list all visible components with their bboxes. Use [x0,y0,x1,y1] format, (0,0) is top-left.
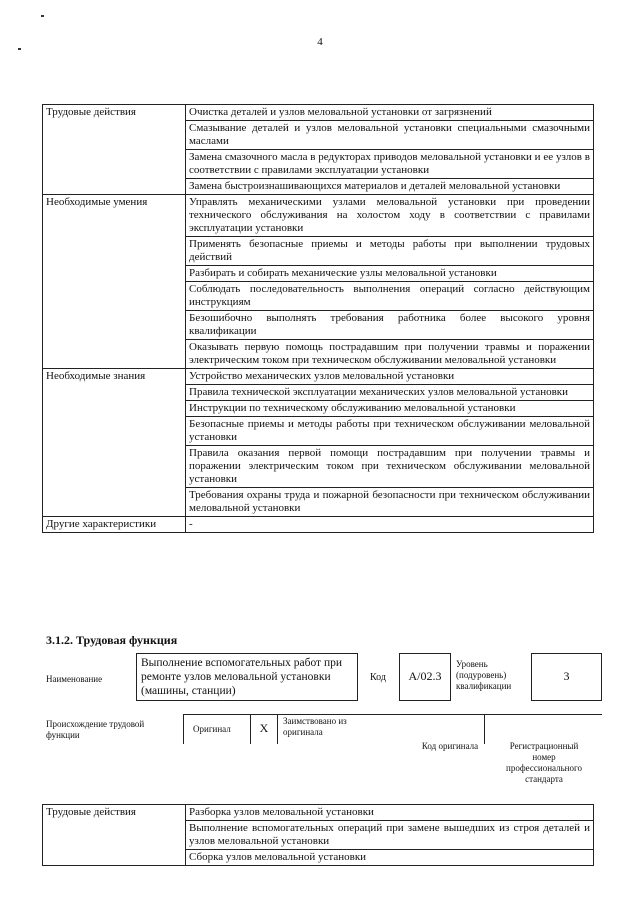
original-label: Оригинал [193,724,231,734]
table-row [43,805,594,821]
row-item: Правила технической эксплуатации механических узлов меловальной установки [186,385,594,401]
row-item: Соблюдать последовательность выполнения операций согласно действующим инструкциям [186,282,594,311]
borrowed-label: Заимствовано из оригинала [283,716,347,737]
original-mark: Х [259,721,269,735]
scan-speck [18,48,21,50]
row-item: Разбирать и собирать механические узлы меловальной установки [186,266,594,282]
section-title: 3.1.2. Трудовая функция [46,633,178,647]
table-row [43,195,594,237]
level-value: 3 [563,669,570,683]
row-item: Управлять механическими узлами меловальной установки при проведении технического обслуживания на холостом ходу в соответствии с правилами эксплуатации установки [186,195,594,237]
row-item: Замена быстроизнашивающихся материалов и деталей меловальной установки [186,179,594,195]
code-label: Код [370,672,386,683]
code-original-label: Код оригинала [421,741,479,751]
row-label: Трудовые действия [43,805,186,866]
row-item: Применять безопасные приемы и методы работы при выполнении трудовых действий [186,237,594,266]
scan-speck [41,15,44,17]
labor-actions-table [42,804,594,866]
origin-divider [484,714,485,744]
table-row [43,517,594,533]
function-name-box [136,653,358,701]
table-row [43,105,594,121]
origin-label: Происхождение трудовой функции [46,719,145,740]
level-box [531,653,602,701]
level-label: Уровень (подуровень) квалификации [456,659,512,691]
row-item: Требования охраны труда и пожарной безопасности при техническом обслуживании меловальной установки [186,488,594,517]
row-item: Оказывать первую помощь пострадавшим при получении травмы и поражении электрическим током при техническом обслуживании меловальной установки [186,340,594,369]
row-label: Необходимые знания [43,369,186,517]
original-mark-cell [250,714,278,744]
row-item: Разборка узлов меловальной установки [186,805,594,821]
row-item: Правила оказания первой помощи пострадавшим при получении травмы и поражении электрическим током при техническом обслуживании меловальной установки [186,446,594,488]
page-number: 4 [317,36,323,48]
function-name: Выполнение вспомогательных работ при ремонте узлов меловальной установки (машины, станции) [141,657,343,697]
code-value: А/02.3 [408,669,442,683]
origin-box [183,714,602,744]
competency-table [42,104,594,533]
row-item: Устройство механических узлов меловальной установки [186,369,594,385]
row-item: Очистка деталей и узлов меловальной установки от загрязнений [186,105,594,121]
reg-number-label: Регистрационный номер профессионального стандарта [506,741,582,784]
row-item: Сборка узлов меловальной установки [186,850,594,866]
row-label: Необходимые умения [43,195,186,369]
table-row [43,369,594,385]
code-box [399,653,451,701]
row-item: Смазывание деталей и узлов меловальной установки специальными смазочными маслами [186,121,594,150]
row-item: Выполнение вспомогательных операций при замене вышедших из строя деталей и узлов меловальной установки [186,821,594,850]
row-item: Безопасные приемы и методы работы при техническом обслуживании меловальной установки [186,417,594,446]
row-label: Трудовые действия [43,105,186,195]
name-label: Наименование [46,674,103,684]
row-item: Замена смазочного масла в редукторах приводов меловальной установки и ее узлов в соответствии с правилами эксплуатации установки [186,150,594,179]
row-label: Другие характеристики [43,517,186,533]
row-item: Инструкции по техническому обслуживанию меловальной установки [186,401,594,417]
row-item: - [186,517,594,533]
row-item: Безошибочно выполнять требования работника более высокого уровня квалификации [186,311,594,340]
